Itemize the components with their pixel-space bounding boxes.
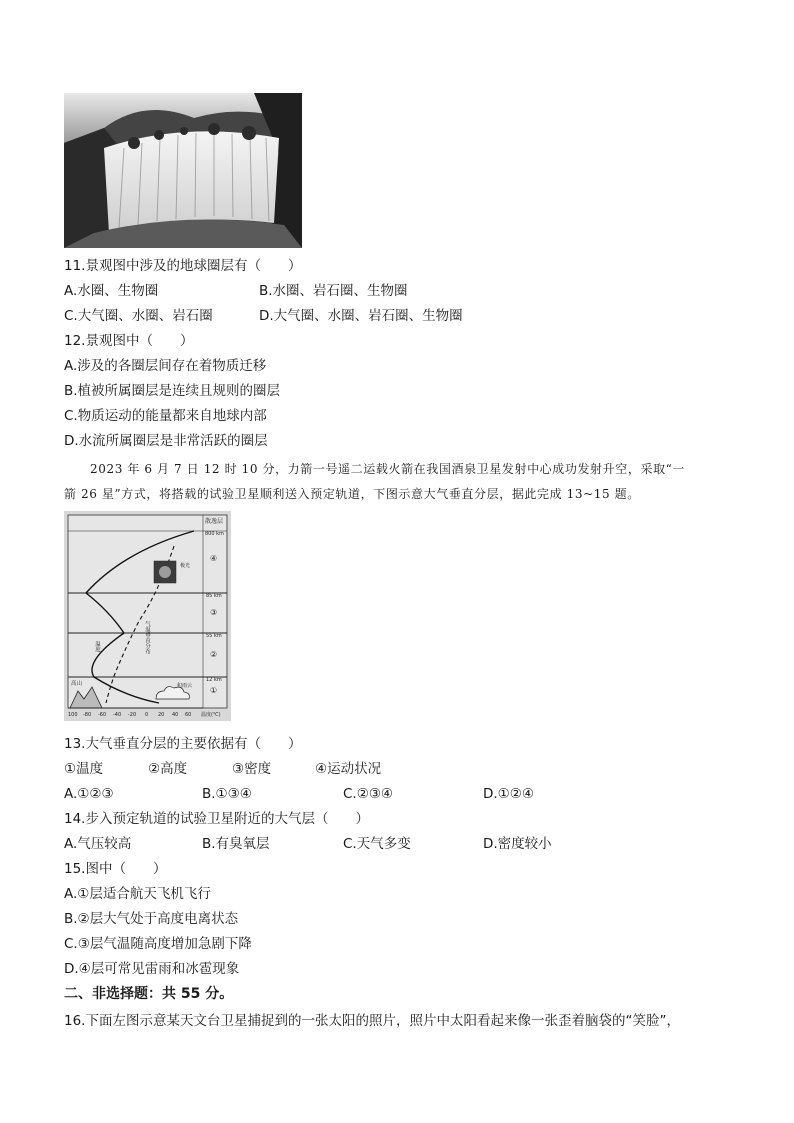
- layer-mark-4: ④: [210, 554, 218, 563]
- q13-item-1: ①温度: [64, 761, 104, 777]
- q11-option-b[interactable]: B.水圈、岩石圈、生物圈: [259, 283, 408, 299]
- x-tick-0: 100: [68, 712, 78, 718]
- layer-mark-2: ②: [210, 650, 218, 659]
- label-side: 温度: [94, 641, 100, 652]
- q14-option-b[interactable]: B.有臭氧层: [202, 836, 270, 852]
- question-12-stem: 12.景观图中（ ）: [64, 333, 194, 349]
- q13-item-4: ④运动状况: [315, 761, 382, 777]
- q14-option-a[interactable]: A.气压较高: [64, 836, 132, 852]
- x-tick-2: -60: [98, 712, 107, 718]
- section-2-title: 二、非选择题：共 55 分。: [64, 986, 234, 1002]
- x-tick-3: -40: [113, 712, 122, 718]
- x-tick-6: 20: [158, 712, 165, 718]
- q13-option-b[interactable]: B.①③④: [202, 786, 252, 802]
- label-mountain: 高山: [71, 681, 83, 687]
- q15-option-c[interactable]: C.③层气温随高度增加急剧下降: [64, 936, 252, 952]
- atmosphere-layers-diagram: [64, 511, 231, 721]
- layer-mark-1: ①: [210, 686, 218, 695]
- label-12km: 12 km: [206, 677, 222, 683]
- layer-mark-3: ③: [210, 608, 218, 617]
- x-tick-5: 0: [145, 712, 149, 718]
- waterfall-illustration: [64, 93, 302, 248]
- q12-option-a[interactable]: A.涉及的各圈层间存在着物质迁移: [64, 358, 267, 374]
- q11-option-a[interactable]: A.水圈、生物圈: [64, 283, 159, 299]
- q13-option-a[interactable]: A.①②③: [64, 786, 114, 802]
- label-85km: 85 km: [206, 593, 222, 599]
- q12-option-c[interactable]: C.物质运动的能量都来自地球内部: [64, 408, 267, 424]
- question-14-stem: 14.步入预定轨道的试验卫星附近的大气层（ ）: [64, 811, 369, 827]
- q14-option-d[interactable]: D.密度较小: [483, 836, 552, 852]
- question-16-stem: 16.下面左图示意某天文台卫星捕捉到的一张太阳的照片，照片中太阳看起来像一张歪着脑袋的“笑脸”，: [64, 1013, 680, 1029]
- label-cloud: 积雨云: [177, 683, 193, 689]
- q13-option-d[interactable]: D.①②④: [483, 786, 534, 802]
- x-axis-unit: 温度(℃): [201, 712, 221, 718]
- q14-option-c[interactable]: C.天气多变: [343, 836, 411, 852]
- q12-option-d[interactable]: D.水流所属圈层是非常活跃的圈层: [64, 433, 268, 449]
- q11-option-d[interactable]: D.大气圈、水圈、岩石圈、生物圈: [259, 308, 463, 324]
- q12-option-b[interactable]: B.植被所属圈层是连续且规则的圈层: [64, 383, 281, 399]
- waterfall-landscape-photo: [64, 93, 302, 248]
- question-13-stem: 13.大气垂直分层的主要依据有（ ）: [64, 736, 302, 752]
- q15-option-d[interactable]: D.④层可常见雷雨和冰雹现象: [64, 961, 240, 977]
- atmosphere-diagram-svg: [64, 511, 231, 721]
- intro-paragraph-line-2: 箭 26 星”方式，将搭载的试验卫星顺利送入预定轨道，下图示意大气垂直分层，据此完成 13~15 题。: [64, 487, 640, 501]
- label-curve: 气温垂直分布: [144, 621, 150, 654]
- label-aurora: 极光: [180, 563, 191, 569]
- q15-option-a[interactable]: A.①层适合航天飞机飞行: [64, 886, 211, 902]
- intro-paragraph-line-1: 2023 年 6 月 7 日 12 时 10 分，力箭一号遥二运载火箭在我国酒泉卫星发射中心成功发射升空，采取“一: [90, 462, 686, 476]
- question-15-stem: 15.图中（ ）: [64, 861, 167, 877]
- q13-item-2: ②高度: [148, 761, 188, 777]
- q15-option-b[interactable]: B.②层大气处于高度电离状态: [64, 911, 239, 927]
- label-55km: 55 km: [206, 633, 222, 639]
- label-exosphere: 散逸层: [205, 518, 224, 525]
- x-tick-1: -80: [83, 712, 92, 718]
- x-tick-8: 60: [185, 712, 192, 718]
- q13-option-c[interactable]: C.②③④: [343, 786, 394, 802]
- x-tick-7: 40: [172, 712, 179, 718]
- x-tick-4: -20: [128, 712, 137, 718]
- q13-item-3: ③密度: [232, 761, 272, 777]
- label-800km: 800 km: [205, 531, 224, 537]
- question-11-stem: 11.景观图中涉及的地球圈层有（ ）: [64, 258, 302, 274]
- q11-option-c[interactable]: C.大气圈、水圈、岩石圈: [64, 308, 213, 324]
